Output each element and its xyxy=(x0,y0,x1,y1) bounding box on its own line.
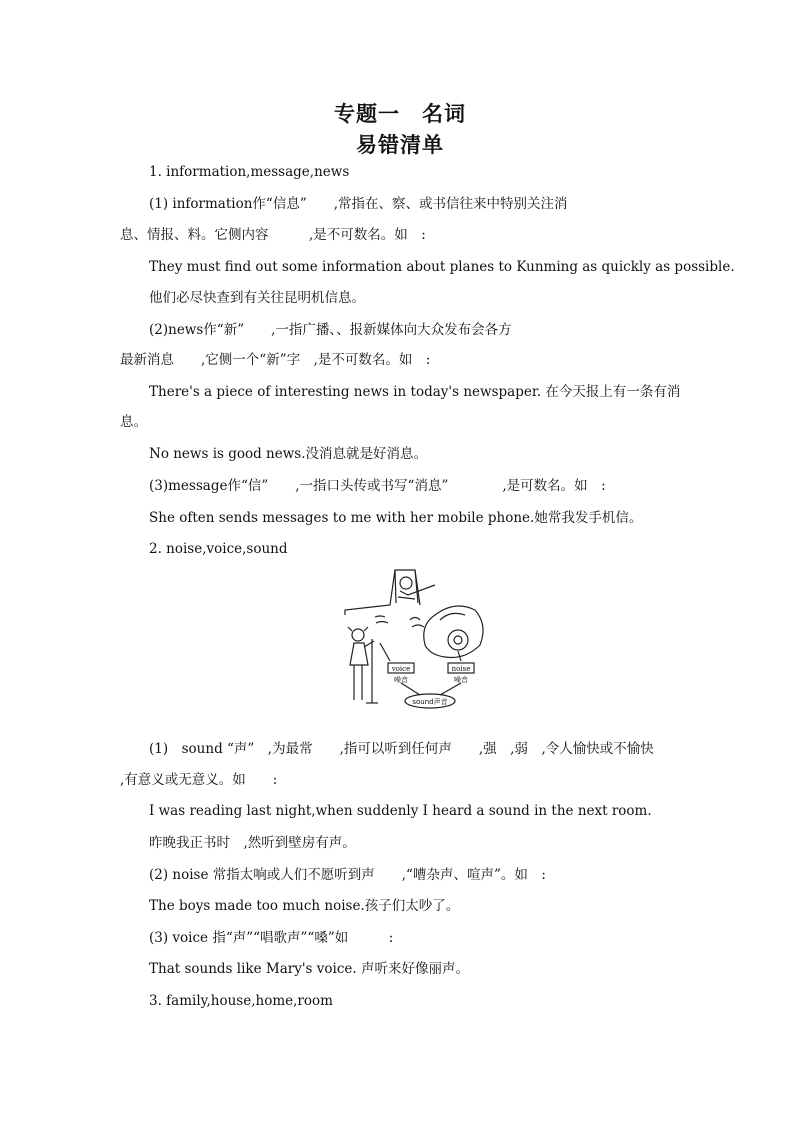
text-line: There's a piece of interesting news in today's newspaper. 在今天报上有一条有消 xyxy=(149,384,681,400)
voice-caption: 噪音 xyxy=(394,676,408,684)
text-line: (3)message作“信” ,一指口头传或书写“消息” ,是可数名。如 : xyxy=(149,478,606,494)
text-line: The boys made too much noise.孩子们太吵了。 xyxy=(149,898,460,914)
page-title: 专题一 名词 xyxy=(334,102,466,126)
text-line: (2)news作“新” ,一指广播、、报新媒体向大众发布会各方 xyxy=(149,322,512,338)
sound-label: sound声音 xyxy=(412,698,448,706)
text-line: (3) voice 指“声”“唱歌声”“嗓”如 : xyxy=(149,930,394,946)
page-subtitle: 易错清单 xyxy=(356,133,444,157)
text-line: (1) sound “声” ,为最常 ,指可以听到任何声 ,强 ,弱 ,令人愉快或不愉快 xyxy=(149,741,654,757)
text-line: She often sends messages to me with her mobile phone.她常我发手机信。 xyxy=(149,510,643,526)
text-line: They must find out some information about planes to Kunming as quickly as possible. xyxy=(149,259,735,275)
text-line: 3. family,house,home,room xyxy=(149,993,333,1009)
text-line: 2. noise,voice,sound xyxy=(149,541,288,557)
text-line: 他们必尽快查到有关往昆明机信息。 xyxy=(149,290,365,306)
text-line: 息。 xyxy=(120,414,147,430)
text-line: No news is good news.没消息就是好消息。 xyxy=(149,446,428,462)
noise-voice-sound-illustration xyxy=(340,565,490,715)
noise-caption: 噪音 xyxy=(454,676,468,684)
text-line: 1. information,message,news xyxy=(149,164,350,180)
text-line: 昨晚我正书时 ,然听到壁房有声。 xyxy=(149,835,356,851)
text-line: ,有意义或无意义。如 : xyxy=(120,772,278,788)
text-line: 息、情报、料。它侧内容 ,是不可数名。如 : xyxy=(120,227,426,243)
noise-label: noise xyxy=(451,665,471,673)
text-line: (1) information作“信息” ,常指在、察、或书信往来中特别关注消 xyxy=(149,196,568,212)
text-line: (2) noise 常指太响或人们不愿听到声 ,“嘈杂声、喧声”。如 : xyxy=(149,867,546,883)
text-line: I was reading last night,when suddenly I heard a sound in the next room. xyxy=(149,803,652,819)
text-line: 最新消息 ,它侧一个“新”字 ,是不可数名。如 : xyxy=(120,352,431,368)
voice-label: voice xyxy=(391,665,411,673)
text-line: That sounds like Mary's voice. 声听来好像丽声。 xyxy=(149,961,469,977)
